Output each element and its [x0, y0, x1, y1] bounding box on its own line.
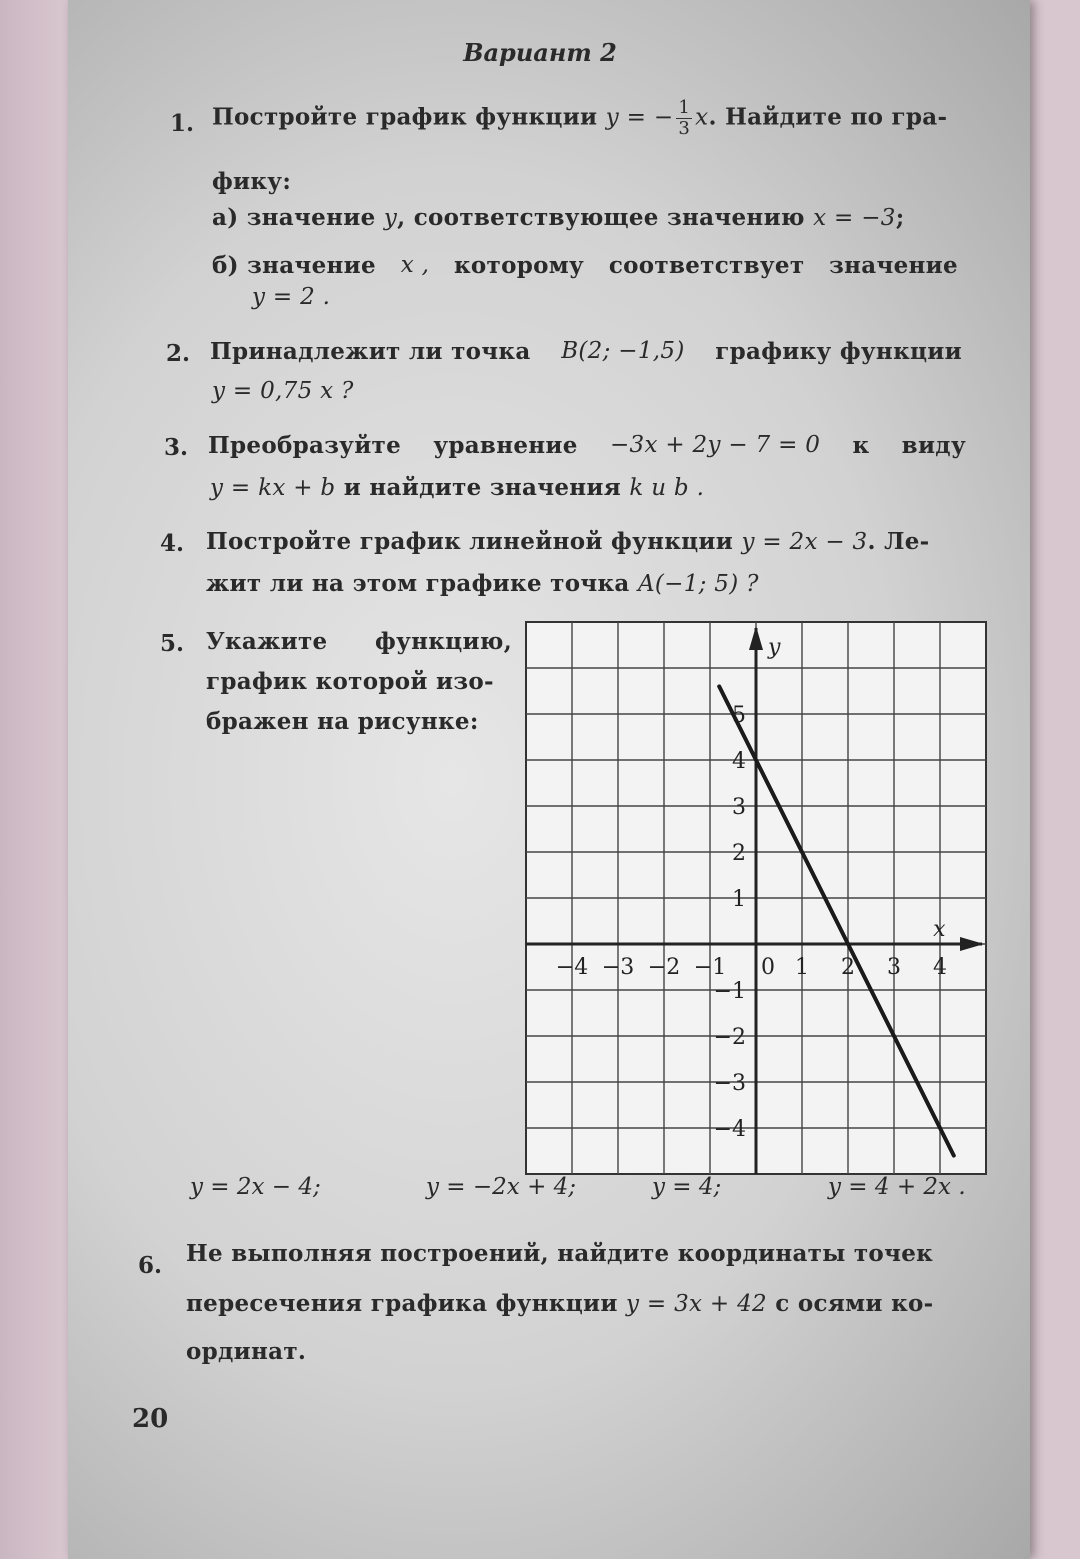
problem-1-line-2: фику:: [212, 168, 292, 195]
x-tick-label: −3: [601, 955, 635, 980]
x-tick-label: 2: [841, 955, 855, 980]
part-b-word-2: x ,: [400, 252, 430, 278]
problem-2-number: 2.: [166, 340, 191, 367]
x-axis-label: x: [933, 917, 946, 942]
part-a-var: y: [383, 205, 398, 231]
problem-6-line-2-end: с осями ко-: [775, 1290, 934, 1317]
problem-1-part-b-line-2: y = 2 .: [252, 284, 331, 310]
x-tick-label: −1: [693, 955, 727, 980]
y-tick-label: −3: [713, 1071, 746, 1096]
part-b-word-5: значение: [829, 252, 958, 279]
x-tick-label: 4: [933, 955, 947, 980]
problem-3-equation: −3x + 2y − 7 = 0: [609, 432, 821, 458]
problem-4-number: 4.: [160, 530, 185, 557]
x-tick-label: −2: [647, 955, 681, 980]
problem-6-line-2: [186, 1290, 933, 1317]
fraction-denominator: 3: [678, 118, 691, 139]
part-b-word-1: б) значение: [212, 252, 376, 279]
part-a-formula: x = −3: [813, 205, 896, 231]
problem-1-line-1-end: . Найдите по гра-: [708, 103, 948, 131]
part-a-text: , соответствующее значению: [397, 204, 805, 231]
problem-5-line-2: график которой изо-: [206, 668, 494, 695]
problem-6-line-1: Не выполняя построений, найдите координаты точек: [186, 1240, 934, 1267]
x-tick-label: −4: [555, 955, 589, 980]
part-a-label: а) значение: [212, 204, 376, 231]
problem-1-formula-lhs: y = −: [605, 104, 674, 131]
problem-6-number: 6.: [138, 1252, 163, 1279]
fraction-numerator: 1: [678, 97, 691, 118]
problem-2-text-1: Принадлежит ли точка: [210, 338, 531, 365]
x-tick-label: 0: [761, 955, 775, 980]
problem-5-line-3: бражен на рисунке:: [206, 708, 479, 735]
answer-option-2: y = −2x + 4;: [426, 1174, 577, 1200]
y-tick-label: 2: [732, 841, 746, 866]
x-tick-label: 1: [795, 955, 809, 980]
y-tick-label: −4: [713, 1117, 746, 1142]
problem-4-line-2-text: жит ли на этом графике точка: [206, 570, 630, 597]
problem-3-vars: k и b .: [629, 475, 705, 501]
answer-option-4: y = 4 + 2x .: [828, 1174, 966, 1200]
problem-2-point: B(2; −1,5): [561, 338, 685, 364]
part-a-end: ;: [895, 204, 905, 231]
problem-3-word-1: Преобразуйте: [208, 432, 402, 459]
problem-1-formula-rhs: x: [695, 104, 709, 131]
y-axis-label: y: [768, 635, 781, 660]
problem-3-word-4: к: [852, 432, 870, 459]
problem-5-number: 5.: [160, 630, 185, 657]
page-number: 20: [132, 1404, 169, 1434]
y-tick-label: 1: [732, 887, 746, 912]
problem-5-word-2: функцию,: [375, 628, 512, 655]
part-b-word-4: соответствует: [608, 252, 805, 279]
problem-4-point: A(−1; 5) ?: [637, 571, 759, 597]
problem-6-line-3: ординат.: [186, 1338, 307, 1365]
answer-option-1: y = 2x − 4;: [190, 1174, 321, 1200]
problem-3-word-5: виду: [901, 432, 966, 459]
problem-6-formula: y = 3x + 42: [626, 1291, 767, 1317]
problem-5-word-1: Укажите: [206, 628, 328, 655]
problem-6-line-2-text: пересечения графика функции: [186, 1290, 618, 1317]
x-tick-label: 3: [887, 955, 901, 980]
problem-1-number: 1.: [170, 110, 195, 137]
y-tick-label: −2: [713, 1025, 746, 1050]
answer-option-3: y = 4;: [652, 1174, 722, 1200]
problem-4-formula: y = 2x − 3: [741, 529, 868, 555]
y-tick-label: 4: [732, 749, 746, 774]
problem-4-line-1-end: . Ле-: [867, 528, 930, 555]
problem-2-line-2: y = 0,75 x ?: [212, 378, 354, 404]
problem-4-text: Постройте график линейной функции: [206, 528, 734, 555]
problem-3-word-2: уравнение: [433, 432, 578, 459]
problem-3-number: 3.: [164, 434, 189, 461]
y-tick-label: 3: [732, 795, 746, 820]
problem-2-text-2: графику функции: [715, 338, 962, 365]
y-tick-label: −1: [713, 979, 746, 1004]
problem-1-text: Постройте график функции: [212, 103, 598, 131]
problem-3-line-2-text: и найдите значения: [343, 474, 622, 501]
part-b-word-3: которому: [453, 252, 585, 279]
problem-3-target-form: y = kx + b: [210, 475, 336, 501]
y-tick-label: 5: [732, 703, 746, 728]
page-title: Вариант 2: [463, 38, 617, 67]
